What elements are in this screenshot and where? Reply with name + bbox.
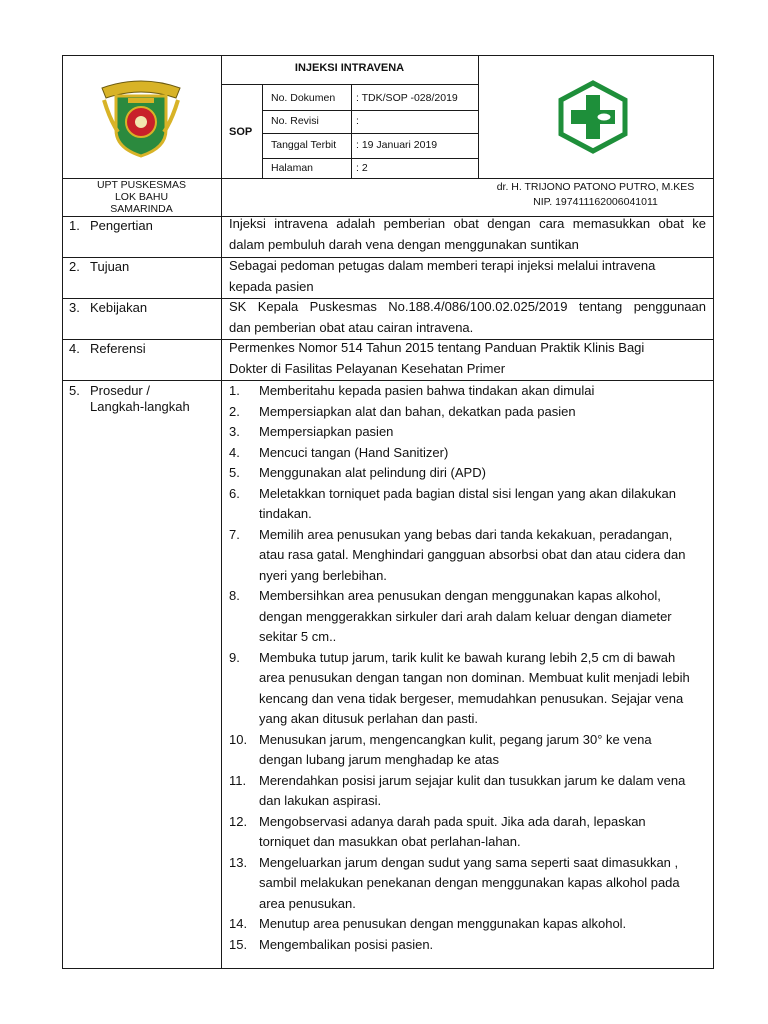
step-text-line: area penusukan dengan tangan non dominan. Membuat kulit menjadi lebih: [259, 670, 690, 685]
step-text-line: torniquet dan masukkan obat perlahan-lahan.: [259, 834, 521, 849]
section-text-line: Injeksi intravena adalah pemberian obat dengan cara memasukkan obat ke: [229, 216, 706, 231]
section-title: Kebijakan: [90, 300, 148, 315]
step-number: 3.: [229, 424, 240, 439]
procedure-step: [229, 853, 709, 915]
procedure-step: [229, 648, 709, 730]
step-text-line: area penusukan.: [259, 895, 356, 911]
procedure-step: [229, 443, 709, 464]
field-line-1: [262, 110, 478, 111]
step-number: 6.: [229, 485, 240, 501]
field-line-3: [262, 158, 478, 159]
step-number: 2.: [229, 403, 240, 419]
step-text-line: Merendahkan posisi jarum sejajar kulit dan tusukkan jarum ke dalam vena: [259, 772, 686, 788]
step-text-line: atau rasa gatal. Menghindari gangguan absorbsi obat dan atau cidera dan: [259, 547, 686, 562]
procedure-step: [229, 381, 709, 402]
step-number: 10.: [229, 731, 248, 747]
org-name-line-1: UPT PUSKESMAS: [96, 179, 187, 191]
step-text-line: Menutup area penusukan dengan menggunakan kapas alkohol.: [259, 916, 627, 931]
procedure-step: [229, 525, 709, 587]
procedure-step: [229, 812, 709, 853]
section-number: 4.: [69, 341, 80, 356]
procedure-step: [229, 771, 709, 812]
procedure-step: [229, 463, 709, 484]
procedure-step: [229, 730, 709, 771]
step-text-line: Membuka tutup jarum, tarik kulit ke bawah kurang lebih 2,5 cm di bawah: [259, 649, 676, 665]
procedure-step: [229, 914, 709, 935]
table-border-right: [713, 55, 714, 969]
section-number: 2.: [69, 259, 80, 274]
step-number: 8.: [229, 588, 240, 603]
field-value-no-dokumen: : TDK/SOP -028/2019: [356, 92, 458, 104]
field-label-tanggal-terbit: Tanggal Terbit: [271, 139, 337, 151]
puskesmas-logo: [556, 80, 630, 154]
step-text-line: Menusukan jarum, mengencangkan kulit, pegang jarum 30° ke vena: [259, 731, 652, 747]
column-divider: [221, 55, 222, 969]
field-value-tanggal-terbit: : 19 Januari 2019: [356, 139, 438, 151]
procedure-step: [229, 422, 709, 443]
samarinda-seal-logo: [98, 76, 184, 158]
field-value-no-revisi: :: [356, 115, 359, 127]
step-text-line: Mencuci tangan (Hand Sanitizer): [259, 444, 449, 460]
signer-nip: NIP. 197411162006041011: [533, 196, 658, 208]
field-line-2: [262, 133, 478, 134]
step-text-line: Mempersiapkan alat dan bahan, dekatkan pada pasien: [259, 403, 576, 419]
field-label-no-dokumen: No. Dokumen: [271, 92, 336, 104]
step-text-line: tindakan.: [259, 506, 312, 521]
step-text-line: Menggunakan alat pelindung diri (APD): [259, 465, 486, 480]
step-text-line: sekitar 5 cm..: [259, 629, 337, 644]
field-value-halaman: : 2: [356, 162, 368, 174]
section-title-line-1: Prosedur /: [90, 383, 150, 398]
sop-label: SOP: [229, 126, 253, 138]
org-name-line-2: LOK BAHU: [114, 191, 169, 203]
section-text-line: Dokter di Fasilitas Pelayanan Kesehatan Primer: [229, 361, 506, 376]
step-text-line: Mempersiapkan pasien: [259, 424, 394, 439]
section-number: 5.: [69, 383, 80, 398]
title-row-line: [221, 84, 478, 85]
step-number: 15.: [229, 936, 248, 952]
sop-divider: [262, 84, 263, 179]
step-number: 12.: [229, 813, 248, 829]
document-title: INJEKSI INTRAVENA: [294, 62, 405, 74]
step-number: 7.: [229, 526, 240, 542]
section-number: 1.: [69, 218, 80, 233]
section-text-line: SK Kepala Puskesmas No.188.4/086/100.02.025/2019 tentang penggunaan: [229, 299, 706, 314]
step-text-line: kencang dan vena tidak bergeser, memudahkan penusukan. Sejajar vena: [259, 690, 684, 706]
field-label-halaman: Halaman: [271, 162, 314, 174]
step-text-line: nyeri yang berlebihan.: [259, 567, 387, 583]
step-number: 9.: [229, 649, 240, 665]
org-name-line-3: SAMARINDA: [110, 203, 173, 215]
step-text-line: dengan lubang jarum menghadap ke atas: [259, 752, 499, 767]
step-text-line: dengan menggerakkan sirkuler dari arah dalam keluar dengan diameter: [259, 608, 672, 624]
table-border-bottom: [62, 968, 714, 969]
header-divider-right: [478, 55, 479, 179]
section-title: Referensi: [90, 341, 146, 356]
section-title: Tujuan: [90, 259, 130, 274]
section-text-line: Sebagai pedoman petugas dalam memberi terapi injeksi melalui intravena: [229, 258, 656, 273]
section-number: 3.: [69, 300, 80, 315]
procedure-step: [229, 935, 709, 956]
step-text-line: yang akan ditusuk perlahan dan pasti.: [259, 711, 478, 726]
field-divider: [351, 84, 352, 179]
step-number: 1.: [229, 383, 240, 398]
step-number: 11.: [229, 772, 247, 788]
step-text-line: dan lakukan aspirasi.: [259, 793, 382, 808]
step-text-line: sambil melakukan penekanan dengan menggunakan kapas alkohol pada: [259, 875, 680, 890]
step-number: 4.: [229, 444, 240, 460]
step-number: 5.: [229, 465, 240, 480]
step-text-line: Mengeluarkan jarum dengan sudut yang sama seperti saat dimasukkan ,: [259, 854, 679, 870]
procedure-step-list: [229, 381, 709, 955]
signer-name: dr. H. TRIJONO PATONO PUTRO, M.KES: [496, 181, 695, 193]
section-title-line-2: Langkah-langkah: [90, 399, 190, 414]
step-text-line: Memberitahu kepada pasien bahwa tindakan akan dimulai: [259, 383, 595, 398]
procedure-step: [229, 484, 709, 525]
section-text-line: dalam pembuluh darah vena dengan menggunakan suntikan: [229, 237, 579, 252]
step-number: 14.: [229, 916, 248, 931]
step-text-line: Membersihkan area penusukan dengan menggunakan kapas alkohol,: [259, 588, 661, 603]
table-border-top: [62, 55, 714, 56]
field-label-no-revisi: No. Revisi: [271, 115, 319, 127]
section-title: Pengertian: [90, 218, 153, 233]
step-text-line: Mengembalikan posisi pasien.: [259, 936, 434, 952]
step-text-line: Memilih area penusukan yang bebas dari tanda kekakuan, peradangan,: [259, 526, 673, 542]
step-text-line: Mengobservasi adanya darah pada spuit. Jika ada darah, lepaskan: [259, 813, 646, 829]
section-text-line: Permenkes Nomor 514 Tahun 2015 tentang Panduan Praktik Klinis Bagi: [229, 340, 645, 355]
procedure-step: [229, 586, 709, 648]
section-text-line: kepada pasien: [229, 279, 314, 294]
section-text-line: dan pemberian obat atau cairan intravena.: [229, 320, 474, 335]
step-text-line: Meletakkan torniquet pada bagian distal sisi lengan yang akan dilakukan: [259, 485, 677, 501]
procedure-step: [229, 402, 709, 423]
step-number: 13.: [229, 854, 248, 870]
